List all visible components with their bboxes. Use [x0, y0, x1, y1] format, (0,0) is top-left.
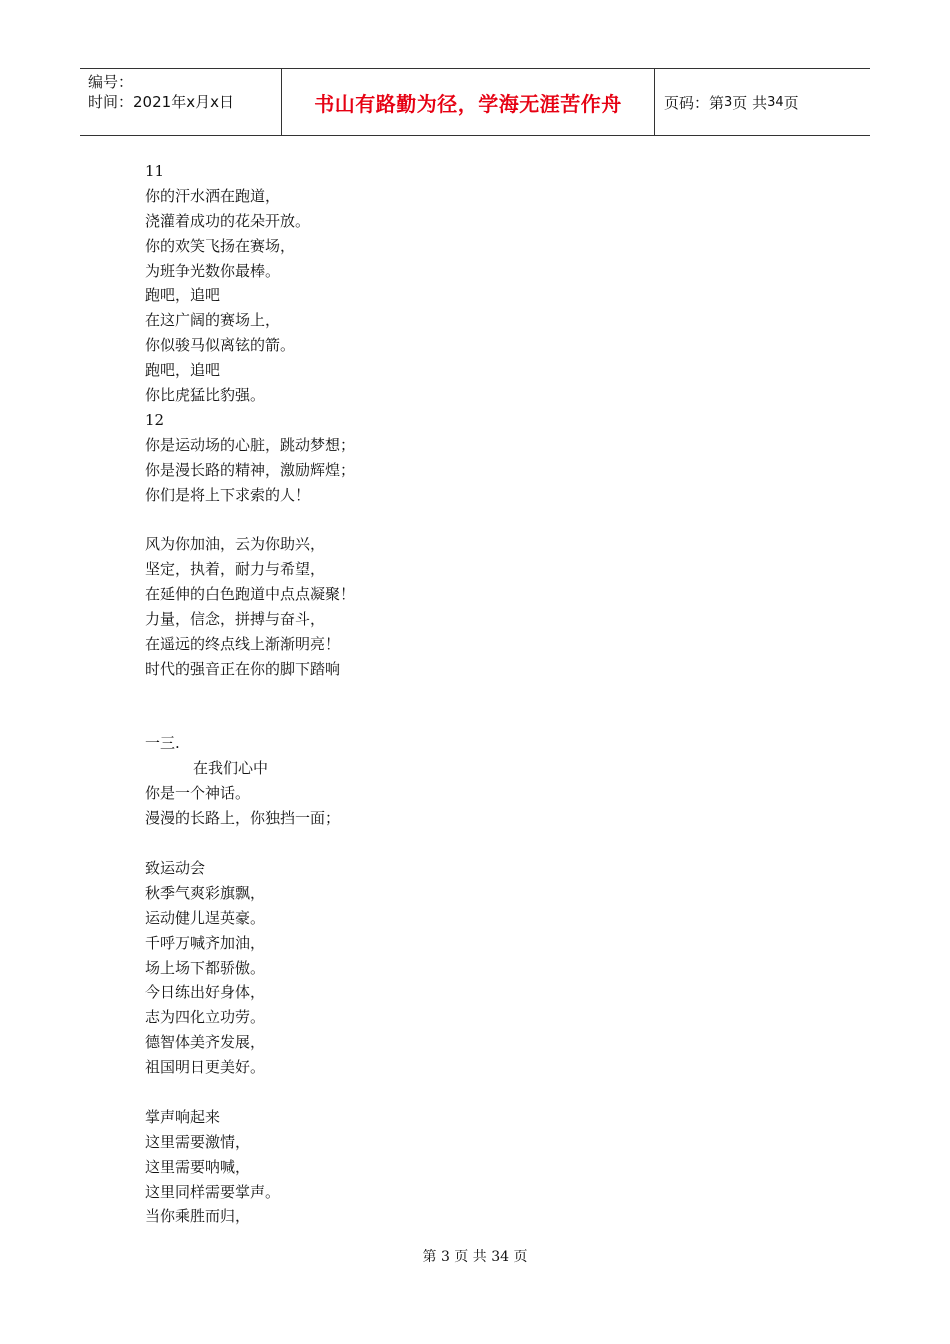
page-total: 34 [767, 94, 784, 110]
text-line: 坚定，执着，耐力与希望， [145, 560, 326, 579]
text-line: 漫漫的长路上，你独挡一面； [145, 809, 341, 828]
text-line [145, 682, 845, 707]
text-line: 秋季气爽彩旗飘， [145, 883, 266, 902]
text-line: 在这广阔的赛场上， [145, 311, 281, 330]
page-label: 页码：第 [664, 93, 725, 112]
text-line: 风为你加油，云为你助兴， [145, 535, 326, 554]
poem-body [145, 159, 845, 1229]
number-label: 编号： [88, 73, 134, 91]
text-line: 时代的强音正在你的脚下踏响 [145, 659, 341, 678]
text-line: 你的欢笑飞扬在赛场， [145, 236, 296, 255]
text-line: 为班争光数你最棒。 [145, 261, 281, 280]
text-line: 你比虎猛比豹强。 [145, 386, 266, 405]
text-line: 志为四化立功劳。 [145, 1008, 266, 1027]
header-meta [88, 72, 280, 112]
text-line: 这里需要激情， [145, 1132, 251, 1151]
text-line: 在延伸的白色跑道中点点凝聚！ [145, 585, 356, 604]
page-footer: 第 3 页 共 34 页 [422, 1249, 528, 1265]
document-header [80, 68, 870, 136]
time-label: 时间： [88, 93, 134, 111]
text-line [145, 707, 845, 732]
text-line: 浇灌着成功的花朵开放。 [145, 211, 311, 230]
header-divider-right [654, 69, 655, 135]
text-line: 这里需要呐喊， [145, 1157, 251, 1176]
header-motto: 书山有路勤为径，学海无涯苦作舟 [314, 91, 622, 116]
time-value: 2021年x月x日 [133, 93, 234, 111]
text-line: 这里同样需要掌声。 [145, 1182, 281, 1201]
text-line: 跑吧，追吧 [145, 361, 221, 380]
text-line: 你似骏马似离铉的箭。 [145, 336, 296, 355]
text-line: 德智体美齐发展， [145, 1033, 266, 1052]
text-line: 11 [145, 162, 165, 180]
text-line: 在我们心中 [193, 759, 269, 778]
header-page-info [664, 69, 799, 135]
text-line: 在遥远的终点线上渐渐明亮！ [145, 634, 341, 653]
page-current: 3 [724, 94, 733, 110]
text-line: 跑吧，追吧 [145, 286, 221, 305]
text-line: 祖国明日更美好。 [145, 1058, 266, 1077]
text-line: 你们是将上下求索的人！ [145, 485, 311, 504]
time-line [88, 92, 280, 112]
page-end: 页 [783, 93, 799, 112]
text-line: 你是漫长路的精神，激励辉煌； [145, 460, 356, 479]
text-line [145, 507, 845, 532]
text-line [145, 831, 845, 856]
text-line: 你是运动场的心脏，跳动梦想； [145, 435, 356, 454]
text-line: 运动健儿逞英豪。 [145, 908, 266, 927]
text-line: 力量，信念，拼搏与奋斗， [145, 610, 326, 629]
text-line: 今日练出好身体， [145, 983, 266, 1002]
text-line: 掌声响起来 [145, 1107, 221, 1126]
text-line: 12 [145, 410, 165, 429]
text-line: 你是一个神话。 [145, 784, 251, 803]
text-line: 当你乘胜而归， [145, 1207, 251, 1226]
text-line: 你的汗水洒在跑道， [145, 186, 281, 205]
page-mid: 页 共 [732, 93, 768, 112]
text-line: 致运动会 [145, 858, 206, 877]
text-line: 千呼万喊齐加油， [145, 933, 266, 952]
text-line: 场上场下都骄傲。 [145, 958, 266, 977]
text-line: 一三. [145, 734, 180, 753]
text-line [145, 1080, 845, 1105]
